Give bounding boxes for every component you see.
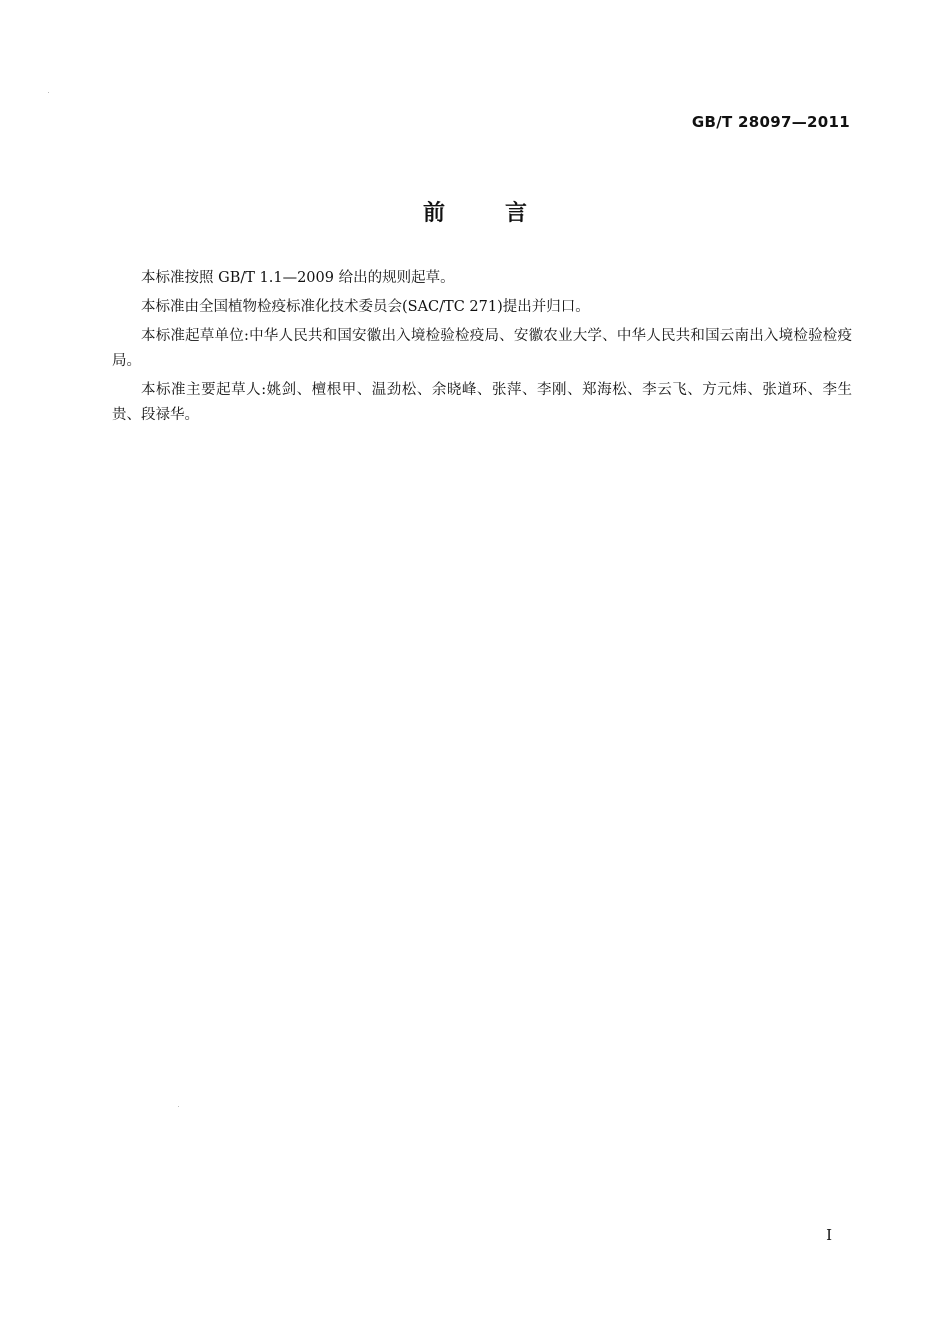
- page-number: I: [826, 1226, 832, 1244]
- paragraph-proposer: 本标准由全国植物检疫标准化技术委员会(SAC/TC 271)提出并归口。: [141, 299, 590, 315]
- foreword-title: 前言: [422, 201, 587, 226]
- paragraph-drafting-rules: 本标准按照 GB/T 1.1—2009 给出的规则起草。: [141, 270, 455, 286]
- scan-speck: [48, 92, 49, 93]
- foreword-body: [112, 266, 852, 432]
- paragraph-drafters: 本标准主要起草人:姚剑、檀根甲、温劲松、余晓峰、张萍、李刚、郑海松、李云飞、方元炜、张道环、李生贵、段禄华。: [112, 382, 852, 423]
- standard-number: GB/T 28097—2011: [691, 113, 850, 131]
- scan-speck: [178, 1106, 179, 1107]
- paragraph-drafting-units: 本标准起草单位:中华人民共和国安徽出入境检验检疫局、安徽农业大学、中华人民共和国云南出入境检验检疫局。: [112, 328, 852, 369]
